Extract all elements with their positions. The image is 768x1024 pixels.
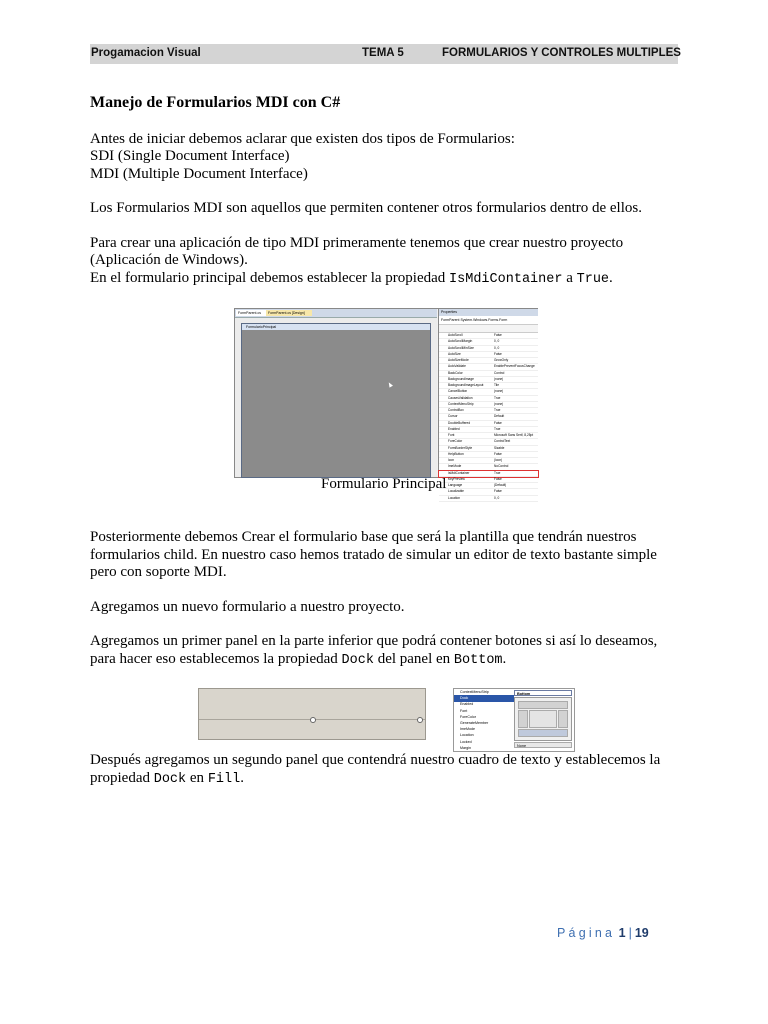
footer-separator: |: [628, 926, 632, 940]
dock-none-option: None: [514, 742, 572, 748]
property-value: Control: [494, 370, 505, 375]
property-value: Microsoft Sans Serif, 8,25pt: [494, 433, 534, 437]
properties-title: Properties: [439, 309, 538, 316]
property-value: Default: [494, 414, 505, 419]
property-name: Language: [448, 483, 463, 487]
property-name: AutoScroll: [448, 333, 463, 337]
property-value: True: [494, 395, 501, 400]
dock-picker: [514, 697, 572, 741]
property-name: AutoValidate: [448, 364, 466, 369]
add-form-paragraph: Agregamos un nuevo formulario a nuestro proyecto.: [90, 598, 405, 615]
header-course: Progamacion Visual: [91, 47, 201, 59]
dock-property-row: Margin: [460, 745, 471, 750]
property-name: AutoScrollMargin: [448, 339, 473, 344]
tab-designer: FormParent.cs [Design]: [266, 310, 312, 316]
dock-property-row: Locked: [460, 739, 472, 744]
mdi-line: MDI (Multiple Document Interface): [90, 165, 308, 182]
property-name: AutoSize: [448, 351, 461, 356]
property-value: 0, 0: [494, 345, 500, 350]
property-value: ControlText: [494, 439, 511, 444]
property-name: IsMdiContainer: [448, 470, 470, 475]
page-footer: [557, 926, 649, 940]
property-value: EnablePreventFocusChange: [494, 364, 535, 369]
dock-property-row: Font: [460, 708, 468, 713]
figure-caption: Formulario Principal: [321, 476, 447, 492]
property-name: CancelButton: [448, 389, 468, 394]
property-value: NoControl: [494, 464, 509, 469]
property-name: ImeMode: [448, 464, 462, 469]
property-name: Icon: [448, 458, 455, 462]
dock-top-cell: [518, 701, 568, 709]
page-header: [90, 44, 681, 64]
property-value: (none): [494, 389, 504, 394]
property-value: (Default): [494, 483, 507, 487]
intro-line: Antes de iniciar debemos aclarar que existen dos tipos de Formularios:: [90, 130, 515, 147]
properties-panel: [438, 309, 538, 500]
property-name: AutoScrollMinSize: [448, 345, 474, 350]
property-name: BackColor: [448, 370, 463, 375]
property-value: False: [494, 420, 502, 425]
mouse-cursor-icon: [387, 381, 393, 387]
footer-page-word: Página: [557, 926, 616, 940]
property-text-end: .: [609, 269, 613, 286]
property-name: Font: [448, 433, 455, 437]
properties-object: FormParent System.Windows.Forms.Form: [439, 316, 538, 325]
property-name: CausesValidation: [448, 395, 473, 400]
property-value: False: [494, 351, 502, 356]
property-text: En el formulario principal debemos establecer la propiedad: [90, 269, 450, 286]
property-name: Enabled: [448, 426, 460, 431]
code-true: True: [576, 271, 610, 287]
bottom-panel-paragraph: [90, 633, 680, 669]
tab-code: FormParent.cs: [236, 310, 268, 316]
footer-total-pages: 19: [634, 926, 649, 940]
fill-panel-text-2: en: [186, 769, 208, 786]
property-value: False: [494, 333, 502, 337]
fill-panel-text-end: .: [240, 769, 244, 786]
code-ismdicontainer: IsMdiContainer: [449, 271, 563, 287]
dock-value: Bottom: [514, 690, 572, 696]
dock-property-screenshot: [453, 688, 575, 752]
property-value: False: [494, 476, 502, 481]
code-dock: Dock: [341, 652, 374, 668]
dock-left-cell: [518, 710, 528, 728]
form-title-bar: FormularioPrincipal: [242, 324, 430, 330]
property-name: HelpButton: [448, 451, 464, 456]
code-dock-2: Dock: [153, 771, 187, 787]
property-name: Cursor: [448, 414, 458, 419]
bottom-panel-text-end: .: [502, 650, 507, 667]
mdi-form-preview: [241, 323, 431, 478]
property-value: GrowOnly: [494, 358, 509, 362]
dock-property-row: GenerateMember: [460, 721, 489, 725]
resize-handle-icon: [417, 717, 423, 723]
property-value: (none): [494, 401, 504, 406]
dock-property-row: Location: [460, 733, 474, 738]
sdi-line: SDI (Single Document Interface): [90, 148, 290, 164]
bottom-panel-text-2: del panel en: [373, 650, 454, 667]
property-name: Location: [448, 495, 461, 500]
property-name: DoubleBuffered: [448, 420, 471, 425]
property-value: (Icon): [494, 458, 503, 462]
dock-right-cell: [558, 710, 568, 728]
property-value: True: [494, 470, 501, 475]
property-value: 0, 0: [494, 339, 500, 344]
property-row: [439, 496, 538, 502]
property-name: KeyPreview: [448, 476, 465, 481]
header-topic-number: TEMA 5: [362, 47, 404, 59]
designer-screenshot: [234, 308, 538, 500]
base-form-paragraph: Posteriormente debemos Crear el formulario base que será la plantilla que tendrán nuestros formularios child. En nuestro caso hemos tratado de simular un editor de texto bastante simple pero con soporte MDI.: [90, 529, 657, 580]
create-project-paragraph: [90, 235, 680, 289]
designer-canvas: [235, 318, 437, 477]
code-bottom: Bottom: [453, 652, 503, 668]
property-value: False: [494, 489, 502, 494]
property-name: ContextMenuStrip: [448, 401, 474, 406]
fill-panel-text: Después agregamos un segundo panel que contendrá nuestro cuadro de texto y establecemos la propiedad: [90, 752, 661, 786]
footer-current-page: 1: [618, 926, 626, 940]
property-name: FormBorderStyle: [448, 445, 473, 450]
property-name: Localizable: [448, 489, 464, 494]
editor-tabs: [235, 309, 437, 318]
property-name: BackgroundImageLayout: [448, 383, 484, 387]
dock-fill-cell: [529, 710, 557, 728]
document-body-continued: [90, 529, 680, 669]
properties-grid: [439, 333, 538, 502]
property-value: False: [494, 451, 502, 456]
fill-panel-paragraph: [90, 752, 680, 788]
dock-property-row: Enabled: [460, 702, 474, 707]
dock-property-row: ContextMenuStrip: [460, 690, 489, 694]
mdi-definition-paragraph: Los Formularios MDI son aquellos que permiten contener otros formularios dentro de ellos.: [90, 200, 642, 216]
property-name: AutoSizeMode: [448, 358, 469, 362]
create-project-text: Para crear una aplicación de tipo MDI primeramente tenemos que crear nuestro proyecto (Aplicación de Windows).: [90, 234, 624, 268]
property-name: ForeColor: [448, 439, 463, 444]
properties-toolbar: [439, 325, 538, 333]
section-title: Manejo de Formularios MDI con C#: [90, 94, 341, 111]
property-value: (none): [494, 376, 504, 381]
document-body: [90, 94, 680, 288]
code-fill: Fill: [207, 771, 241, 787]
property-name: BackgroundImage: [448, 376, 474, 381]
header-topic-title: FORMULARIOS Y CONTROLES MULTIPLES: [442, 47, 681, 59]
property-value: True: [494, 408, 501, 412]
property-text-a: a: [562, 269, 577, 286]
property-value: 0, 0: [494, 495, 500, 500]
bottom-panel-text: Agregamos un primer panel en la parte inferior que podrá contener botones si así lo deseamos, para hacer eso establecemos la propiedad: [90, 633, 658, 667]
property-value: Tile: [494, 383, 500, 387]
intro-paragraph: [90, 131, 680, 184]
dock-property-row: Dock: [454, 695, 514, 702]
property-value: Sizable: [494, 445, 505, 450]
dock-bottom-cell: [518, 729, 568, 737]
property-value: True: [494, 426, 501, 431]
dock-property-row: ImeMode: [460, 727, 475, 732]
panel-preview-screenshot: [198, 688, 426, 740]
document-body-end: [90, 752, 680, 788]
property-name: ControlBox: [448, 408, 464, 412]
resize-handle-icon: [310, 717, 316, 723]
dock-property-row: ForeColor: [460, 714, 476, 719]
